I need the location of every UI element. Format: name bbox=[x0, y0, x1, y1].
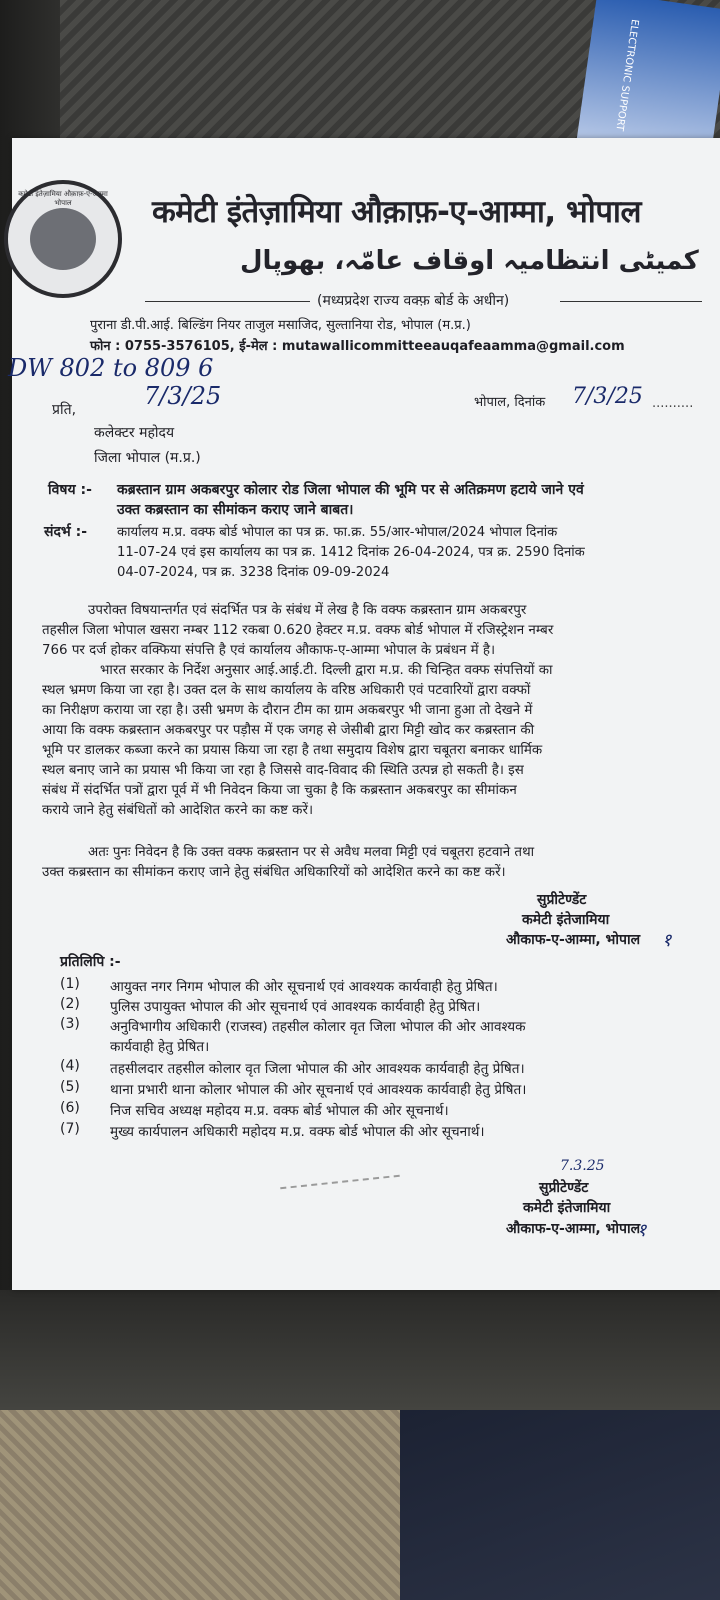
cc-item-number: (1) bbox=[60, 976, 80, 992]
cc-item-number: (3) bbox=[60, 1016, 80, 1032]
signature2-title: सुप्रीटेण्डेंट bbox=[539, 1180, 589, 1196]
body-line: स्थल बनाए जाने का प्रयास भी किया जा रहा है जिससे वाद-विवाद की स्थिति उत्पन्न हो सकती है। इस bbox=[42, 763, 524, 778]
background-card-text: ELECTRONIC SUPPORT bbox=[613, 18, 640, 132]
letter-paper bbox=[8, 138, 720, 1290]
cc-item-text: आयुक्त नगर निगम भोपाल की ओर सूचनार्थ एवं आवश्यक कार्यवाही हेतु प्रेषित। bbox=[110, 979, 498, 995]
body-line: कराये जाने हेतु संबंधितों को आदेशित करने का कष्ट करें। bbox=[42, 803, 314, 818]
body-line: उपरोक्त विषयान्तर्गत एवं संदर्भित पत्र के संबंध में लेख है कि वक्फ कब्रस्तान ग्राम अकबरपुर bbox=[88, 603, 527, 618]
body-line: आया कि वक्फ कब्रस्तान अकबरपुर पर पड़ौस में एक जगह से जेसीबी द्वारा मिट्टी खोद कर कब्रस्तान की bbox=[42, 723, 535, 738]
cc-item-number: (2) bbox=[60, 996, 80, 1012]
recipient-line-2: जिला भोपाल (म.प्र.) bbox=[94, 450, 201, 466]
salutation-to: प्रति, bbox=[52, 402, 77, 418]
signature-place: औकाफ-ए-आम्मा, भोपाल bbox=[506, 932, 641, 948]
cc-item-text: निज सचिव अध्यक्ष महोदय म.प्र. वक्फ बोर्ड भोपाल की ओर सूचनार्थ। bbox=[110, 1103, 449, 1119]
copy-to-label: प्रतिलिपि :- bbox=[60, 954, 121, 970]
subject-line-1: कब्रस्तान ग्राम अकबरपुर कोलार रोड जिला भोपाल की भूमि पर से अतिक्रमण हटाये जाने एवं bbox=[117, 482, 584, 498]
reference-label: संदर्भ :- bbox=[44, 524, 88, 540]
cc-item-text: पुलिस उपायुक्त भोपाल की ओर सूचनार्थ एवं आवश्यक कार्यवाही हेतु प्रेषित। bbox=[110, 999, 481, 1015]
signature2-org: कमेटी इंतेजामिया bbox=[523, 1200, 611, 1216]
body-line: स्थल भ्रमण किया जा रहा है। उक्त दल के साथ कार्यालय के वरिष्ठ अधिकारी एवं पटवारियों द्वारा वक्फों bbox=[42, 683, 531, 698]
signature-org: कमेटी इंतेजामिया bbox=[522, 912, 610, 928]
handwritten-initial: १ bbox=[637, 1220, 647, 1241]
divider-right bbox=[560, 301, 702, 302]
recipient-line-1: कलेक्टर महोदय bbox=[94, 425, 175, 441]
cc-item-number: (5) bbox=[60, 1079, 80, 1095]
logo-building-image bbox=[30, 208, 96, 270]
subject-line-2: उक्त कब्रस्तान का सीमांकन कराए जाने बाबत। bbox=[117, 502, 354, 518]
handwritten-date: 7/3/25 bbox=[572, 384, 643, 409]
cc-item-text: तहसीलदार तहसील कोलार वृत जिला भोपाल की ओर आवश्यक कार्यवाही हेतु प्रेषित। bbox=[110, 1061, 525, 1077]
cc-item-text-continued: कार्यवाही हेतु प्रेषित। bbox=[110, 1039, 210, 1055]
photo-background-seat bbox=[0, 1290, 720, 1410]
signature-title: सुप्रीटेण्डेंट bbox=[537, 892, 587, 908]
reference-line: 11-07-24 एवं इस कार्यालय का पत्र क्र. 1412 दिनांक 26-04-2024, पत्र क्र. 2590 दिनांक bbox=[117, 545, 585, 560]
organization-logo-seal bbox=[4, 180, 122, 298]
handwritten-signature-date: 7.3.25 bbox=[560, 1158, 605, 1174]
photo-background-cloth bbox=[400, 1410, 720, 1600]
body-line: संबंध में संदर्भित पत्रों द्वारा पूर्व में भी निवेदन किया जा चुका है कि कब्रस्तान अकबरपुर का सीमांकन bbox=[42, 783, 517, 798]
body-line: तहसील जिला भोपाल खसरा नम्बर 112 रकबा 0.620 हेक्टर म.प्र. वक्फ बोर्ड भोपाल में रजिस्ट्रेशन नम्बर bbox=[42, 623, 554, 638]
letterhead-address: पुराना डी.पी.आई. बिल्डिंग नियर ताजुल मसाजिद, सुल्तानिया रोड, भोपाल (म.प्र.) bbox=[90, 318, 471, 333]
handwritten-reference-date: 7/3/25 bbox=[144, 382, 222, 410]
handwritten-reference-number: DW 802 to 809 6 bbox=[8, 354, 214, 382]
cc-item-number: (7) bbox=[60, 1121, 80, 1137]
body-line: भारत सरकार के निर्देश अनुसार आई.आई.टी. दिल्ली द्वारा म.प्र. की चिन्हित वक्फ संपत्तियों का bbox=[100, 663, 553, 678]
body-line: उक्त कब्रस्तान का सीमांकन कराए जाने हेतु संबंधित अधिकारियों को आदेशित करने का कष्ट करें। bbox=[42, 865, 506, 880]
letterhead-urdu-title: کمیٹی انتظامیہ اوقاف عامّہ، بھوپال bbox=[240, 246, 699, 276]
cc-item-text: थाना प्रभारी थाना कोलार भोपाल की ओर सूचनार्थ एवं आवश्यक कार्यवाही हेतु प्रेषित। bbox=[110, 1082, 527, 1098]
signature2-place: औकाफ-ए-आम्मा, भोपाल bbox=[506, 1221, 641, 1237]
date-dots: .......... bbox=[652, 396, 694, 411]
cc-item-number: (4) bbox=[60, 1058, 80, 1074]
handwritten-initial: १ bbox=[662, 930, 672, 951]
cc-item-number: (6) bbox=[60, 1100, 80, 1116]
date-label: भोपाल, दिनांक bbox=[474, 395, 546, 410]
cc-item-text: मुख्य कार्यपालन अधिकारी महोदय म.प्र. वक्फ बोर्ड भोपाल की ओर सूचनार्थ। bbox=[110, 1124, 485, 1140]
subject-label: विषय :- bbox=[48, 482, 92, 498]
reference-line: 04-07-2024, पत्र क्र. 3238 दिनांक 09-09-2024 bbox=[117, 565, 390, 580]
contact-text: फोन : 0755-3576105, ई-मेल : mutawallicommitteeauqafeaamma@gmail.com bbox=[90, 339, 625, 354]
letterhead-title: कमेटी इंतेज़ामिया औक़ाफ़-ए-आम्मा, भोपाल bbox=[152, 194, 641, 230]
body-line: 766 पर दर्ज होकर वक्फिया संपत्ति है एवं कार्यालय औकाफ-ए-आम्मा भोपाल के प्रबंधन में है। bbox=[42, 643, 496, 658]
letterhead-subtitle: (मध्यप्रदेश राज्य वक्फ़ बोर्ड के अधीन) bbox=[317, 293, 510, 309]
divider-left bbox=[145, 301, 310, 302]
faint-pen-mark bbox=[280, 1175, 400, 1190]
logo-text: कमेटी इंतेज़ामिया औक़ाफ़-ए-आम्मा भोपाल bbox=[18, 190, 108, 207]
reference-line: कार्यालय म.प्र. वक्फ बोर्ड भोपाल का पत्र क्र. फा.क्र. 55/आर-भोपाल/2024 भोपाल दिनांक bbox=[117, 525, 558, 540]
body-line: का निरीक्षण कराया जा रहा है। उसी भ्रमण के दौरान टीम का ग्राम अकबरपुर भी जाना हुआ तो देखने में bbox=[42, 703, 533, 718]
cc-item-text: अनुविभागीय अधिकारी (राजस्व) तहसील कोलार वृत जिला भोपाल की ओर आवश्यक bbox=[110, 1019, 526, 1035]
body-line: भूमि पर डालकर कब्जा करने का प्रयास किया जा रहा है तथा समुदाय विशेष द्वारा चबूतरा बनाकर धार्मिक bbox=[42, 743, 543, 758]
letterhead-contact bbox=[90, 336, 625, 354]
body-line: अतः पुनः निवेदन है कि उक्त वक्फ कब्रस्तान पर से अवैध मलवा मिट्टी एवं चबूतरा हटवाने तथा bbox=[88, 845, 535, 860]
